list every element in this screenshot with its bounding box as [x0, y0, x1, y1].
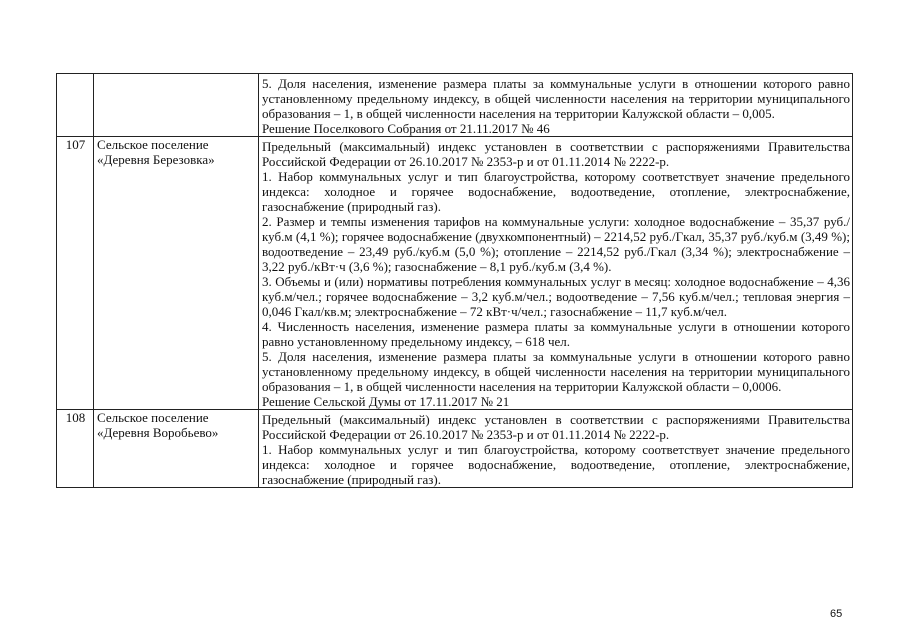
decision-reference: Решение Сельской Думы от 17.11.2017 № 21 [262, 394, 510, 409]
row-number: 108 [57, 410, 94, 488]
tariff-table [56, 73, 853, 488]
table-row-continuation [57, 74, 853, 137]
paragraph: 1. Набор коммунальных услуг и тип благоустройства, которому соответствует значение предельного индекса: холодное и горячее водоснабжение, водоотведение, отопление, электроснабжение, газоснабжение (природный газ). [262, 169, 850, 214]
paragraph: Предельный (максимальный) индекс установлен в соответствии с распоряжениями Правительства Российской Федерации от 26.10.2017 № 2353-р и от 01.11.2014 № 2222-р. [262, 412, 850, 442]
page-number: 65 [830, 608, 843, 620]
settlement-name [94, 74, 259, 137]
paragraph: 5. Доля населения, изменение размера платы за коммунальные услуги в отношении которого равно установленному предельному индексу, в общей численности населения на территории муниципального образования – 1, в общей численности населения на территории Калужской области – 0,005. [262, 76, 850, 121]
row-number: 107 [57, 137, 94, 410]
decision-reference: Решение Поселкового Собрания от 21.11.2017 № 46 [262, 121, 550, 136]
paragraph: Предельный (максимальный) индекс установлен в соответствии с распоряжениями Правительства Российской Федерации от 26.10.2017 № 2353-р и от 01.11.2014 № 2222-р. [262, 139, 850, 169]
settlement-name: Сельское поселение «Деревня Воробьево» [94, 410, 259, 488]
paragraph: 1. Набор коммунальных услуг и тип благоустройства, которому соответствует значение предельного индекса: холодное и горячее водоснабжение, водоотведение, отопление, электроснабжение, газоснабжение (природный газ). [262, 442, 850, 487]
paragraph: 2. Размер и темпы изменения тарифов на коммунальные услуги: холодное водоснабжение – 35,37 руб./куб.м (4,1 %); горячее водоснабжение (двухкомпонентный) – 2214,52 руб./Гкал, 35,37 руб./куб.м (3,49 %); водоотведение – 23,49 руб./куб.м (5,0 %); отопление – 2214,52 руб./Гкал (3,34 %); электроснабжение – 3,22 руб./кВт·ч (3,6 %); газоснабжение – 8,1 руб./куб.м (3,4 %). [262, 214, 850, 274]
row-content [259, 74, 853, 137]
table-row-107 [57, 137, 853, 410]
table-row-108 [57, 410, 853, 488]
row-number [57, 74, 94, 137]
paragraph: 4. Численность населения, изменение размера платы за коммунальные услуги в отношении которого равно установленному предельному индексу, – 618 чел. [262, 319, 850, 349]
row-content [259, 410, 853, 488]
paragraph: 3. Объемы и (или) нормативы потребления коммунальных услуг в месяц: холодное водоснабжение – 4,36 куб.м/чел.; горячее водоснабжение – 3,2 куб.м/чел.; водоотведение – 7,56 куб.м/чел.; тепловая энергия – 0,046 Гкал/кв.м; электроснабжение – 72 кВт·ч/чел.; газоснабжение – 11,7 куб.м/чел. [262, 274, 850, 319]
paragraph: 5. Доля населения, изменение размера платы за коммунальные услуги в отношении которого равно установленному предельному индексу, в общей численности населения на территории муниципального образования – 1, в общей численности населения на территории Калужской области – 0,0006. [262, 349, 850, 394]
settlement-name: Сельское поселение «Деревня Березовка» [94, 137, 259, 410]
row-content [259, 137, 853, 410]
